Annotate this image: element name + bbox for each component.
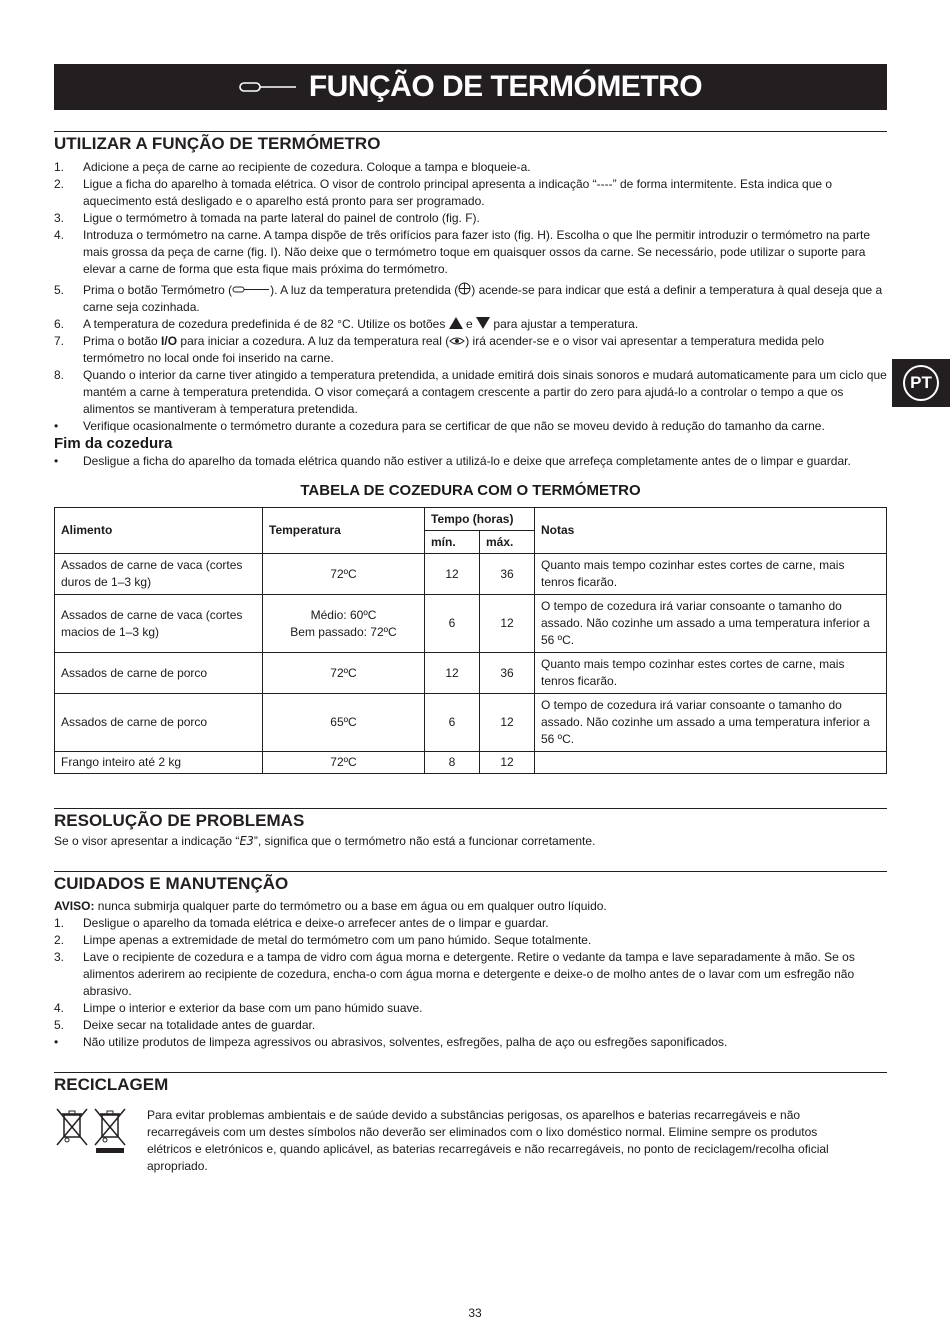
section-care xyxy=(54,871,887,1051)
list-item: 6. A temperatura de cozedura predefinida é de 82 °C. Utilize os botões e para ajustar a temperatura. xyxy=(54,317,639,331)
col-header-notes: Notas xyxy=(535,508,887,554)
list-item: 3. Ligue o termómetro à tomada na parte lateral do painel de controlo (fig. F). xyxy=(54,211,480,225)
list-item: 1. Adicione a peça de carne ao recipiente de cozedura. Coloque a tampa e bloqueie-a. xyxy=(54,160,531,174)
down-triangle-icon xyxy=(476,317,490,329)
col-header-food: Alimento xyxy=(55,508,263,554)
recycling-text: Para evitar problemas ambientais e de saúde devido a substâncias perigosas, os aparelhos e baterias recarregáveis e não recarregáveis com um destes símbolos não deverão ser eliminados com o lixo doméstico normal. Elimine sempre os produtos elétricos e eletrónicos e, quando aplicável, as baterias recarregáveis e não recarregáveis, no ponto de reciclagem/recolha oficial apropriado. xyxy=(147,1108,829,1173)
list-item: 4. Introduza o termómetro na carne. A tampa dispõe de três orifícios para fazer isto (fig. H). Escolha o que lhe permitir introduzir o termómetro na parte mais grossa da peça de carne (fig. I). Não deixe que o termómetro toque em quaisquer ossos da carne. Se necessário, pode utilizar o suporte para elevar a carne de forma que esta fique mais próxima do termómetro. xyxy=(54,228,871,276)
thermometer-icon xyxy=(232,285,270,294)
list-item: 5. Prima o botão Termómetro ( ). A luz da temperatura pretendida ( ) acende-se para indicar que está a definir a temperatura à qual deseja que a carne seja cozinhada. xyxy=(54,283,883,314)
list-item: 2. Limpe apenas a extremidade de metal do termómetro com um pano húmido. Seque totalmente. xyxy=(54,933,592,947)
list-item: 2. Ligue a ficha do aparelho à tomada elétrica. O visor de controlo principal apresenta a indicação “----” de forma intermitente. Esta indica que o aquecimento está desligado e o aparelho está pronto para ser programado. xyxy=(54,177,833,208)
section-heading: CUIDADOS E MANUTENÇÃO xyxy=(54,874,289,893)
list-item: 4. Limpe o interior e exterior da base com um pano húmido suave. xyxy=(54,1001,423,1015)
warning-text: AVISO: nunca submirja qualquer parte do termómetro ou a base em água ou em qualquer outro líquido. xyxy=(54,899,607,913)
section-heading: UTILIZAR A FUNÇÃO DE TERMÓMETRO xyxy=(54,134,381,153)
list-item: • Verifique ocasionalmente o termómetro durante a cozedura para se certificar de que não se moveu devido à redução do tamanho da carne. xyxy=(54,419,825,433)
list-item: 8. Quando o interior da carne tiver atingido a temperatura pretendida, a unidade emitirá dois sinais sonoros e mudará automaticamente para um ciclo que mantém a carne à temperatura pretendida. O visor começará a contagem crescente a partir do zero para ajudá-lo a controlar o tempo a que os alimentos se mantiveram à temperatura pretendida. xyxy=(54,368,887,416)
target-temperature-icon xyxy=(458,282,471,295)
table-row: Frango inteiro até 2 kg 72ºC 8 12 xyxy=(55,752,887,774)
table-title: TABELA DE COZEDURA COM O TERMÓMETRO xyxy=(300,482,641,499)
section-heading: RECICLAGEM xyxy=(54,1075,169,1094)
table-row: Assados de carne de vaca (cortes macios de 1–3 kg) Médio: 60ºC Bem passado: 72ºC 6 12 O tempo de cozedura irá variar consoante o tamanho do assado. Não cozinhe um assado a uma temperatura inferior a 56 ºC. xyxy=(55,595,887,653)
cooking-table xyxy=(54,507,887,774)
eye-icon xyxy=(449,336,465,346)
table-row: Assados de carne de vaca (cortes duros de 1–3 kg) 72ºC 12 36 Quanto mais tempo cozinhar estes cortes de carne, mais tenros ficarão. xyxy=(55,554,887,595)
list-item: 1. Desligue o aparelho da tomada elétrica e deixe-o arrefecer antes de o limpar e guardar. xyxy=(54,916,549,930)
up-triangle-icon xyxy=(449,317,463,329)
page-title: FUNÇÃO DE TERMÓMETRO xyxy=(308,70,703,103)
col-header-max: máx. xyxy=(480,531,535,554)
section-using xyxy=(54,131,887,470)
col-header-min: mín. xyxy=(425,531,480,554)
table-row: Assados de carne de porco 72ºC 12 36 Quanto mais tempo cozinhar estes cortes de carne, mais tenros ficarão. xyxy=(55,653,887,694)
care-steps xyxy=(54,915,887,1051)
using-steps xyxy=(54,159,887,435)
table-row: Assados de carne de porco 65ºC 6 12 O tempo de cozedura irá variar consoante o tamanho do assado. Não cozinhe um assado a uma temperatura inferior a 56 ºC. xyxy=(55,694,887,752)
crossed-bin-bar-icon xyxy=(93,1107,127,1155)
weee-icons xyxy=(55,1107,127,1155)
crossed-bin-icon xyxy=(55,1107,89,1147)
thermometer-icon xyxy=(239,80,297,94)
subheading-end-cooking: Fim da cozedura xyxy=(54,435,173,452)
language-tab xyxy=(892,359,950,407)
col-header-temperature: Temperatura xyxy=(263,508,425,554)
list-item: 7. Prima o botão I/O para iniciar a cozedura. A luz da temperatura real ( ) irá acender-se e o visor vai apresentar a temperatura medida pelo termómetro no local onde foi inserido na carne. xyxy=(54,334,825,365)
troubleshoot-text: Se o visor apresentar a indicação “E3”, significa que o termómetro não está a funcionar corretamente. xyxy=(54,834,596,848)
page-number: 33 xyxy=(468,1306,482,1320)
page-banner xyxy=(54,64,887,110)
section-heading: RESOLUÇÃO DE PROBLEMAS xyxy=(54,811,305,830)
col-header-time: Tempo (horas) xyxy=(425,508,535,531)
section-recycling xyxy=(54,1072,887,1095)
list-item: 3. Lave o recipiente de cozedura e a tampa de vidro com água morna e detergente. Retire o vedante da tampa e lave separadamente à mão. Se os alimentos aderirem ao recipiente de cozedura, encha-o com água morna e detergente e deixe-o de molho antes de o lavar com um esfregão não abrasivo. xyxy=(54,950,855,998)
language-code: PT xyxy=(903,365,939,401)
section-troubleshooting xyxy=(54,808,887,850)
list-item: 5. Deixe secar na totalidade antes de guardar. xyxy=(54,1018,316,1032)
list-item: • Desligue a ficha do aparelho da tomada elétrica quando não estiver a utilizá-lo e deixe que arrefeça completamente antes de o limpar e guardar. xyxy=(54,454,851,468)
list-item: • Não utilize produtos de limpeza agressivos ou abrasivos, solventes, esfregões, palha de aço ou esfregões saponificados. xyxy=(54,1035,728,1049)
